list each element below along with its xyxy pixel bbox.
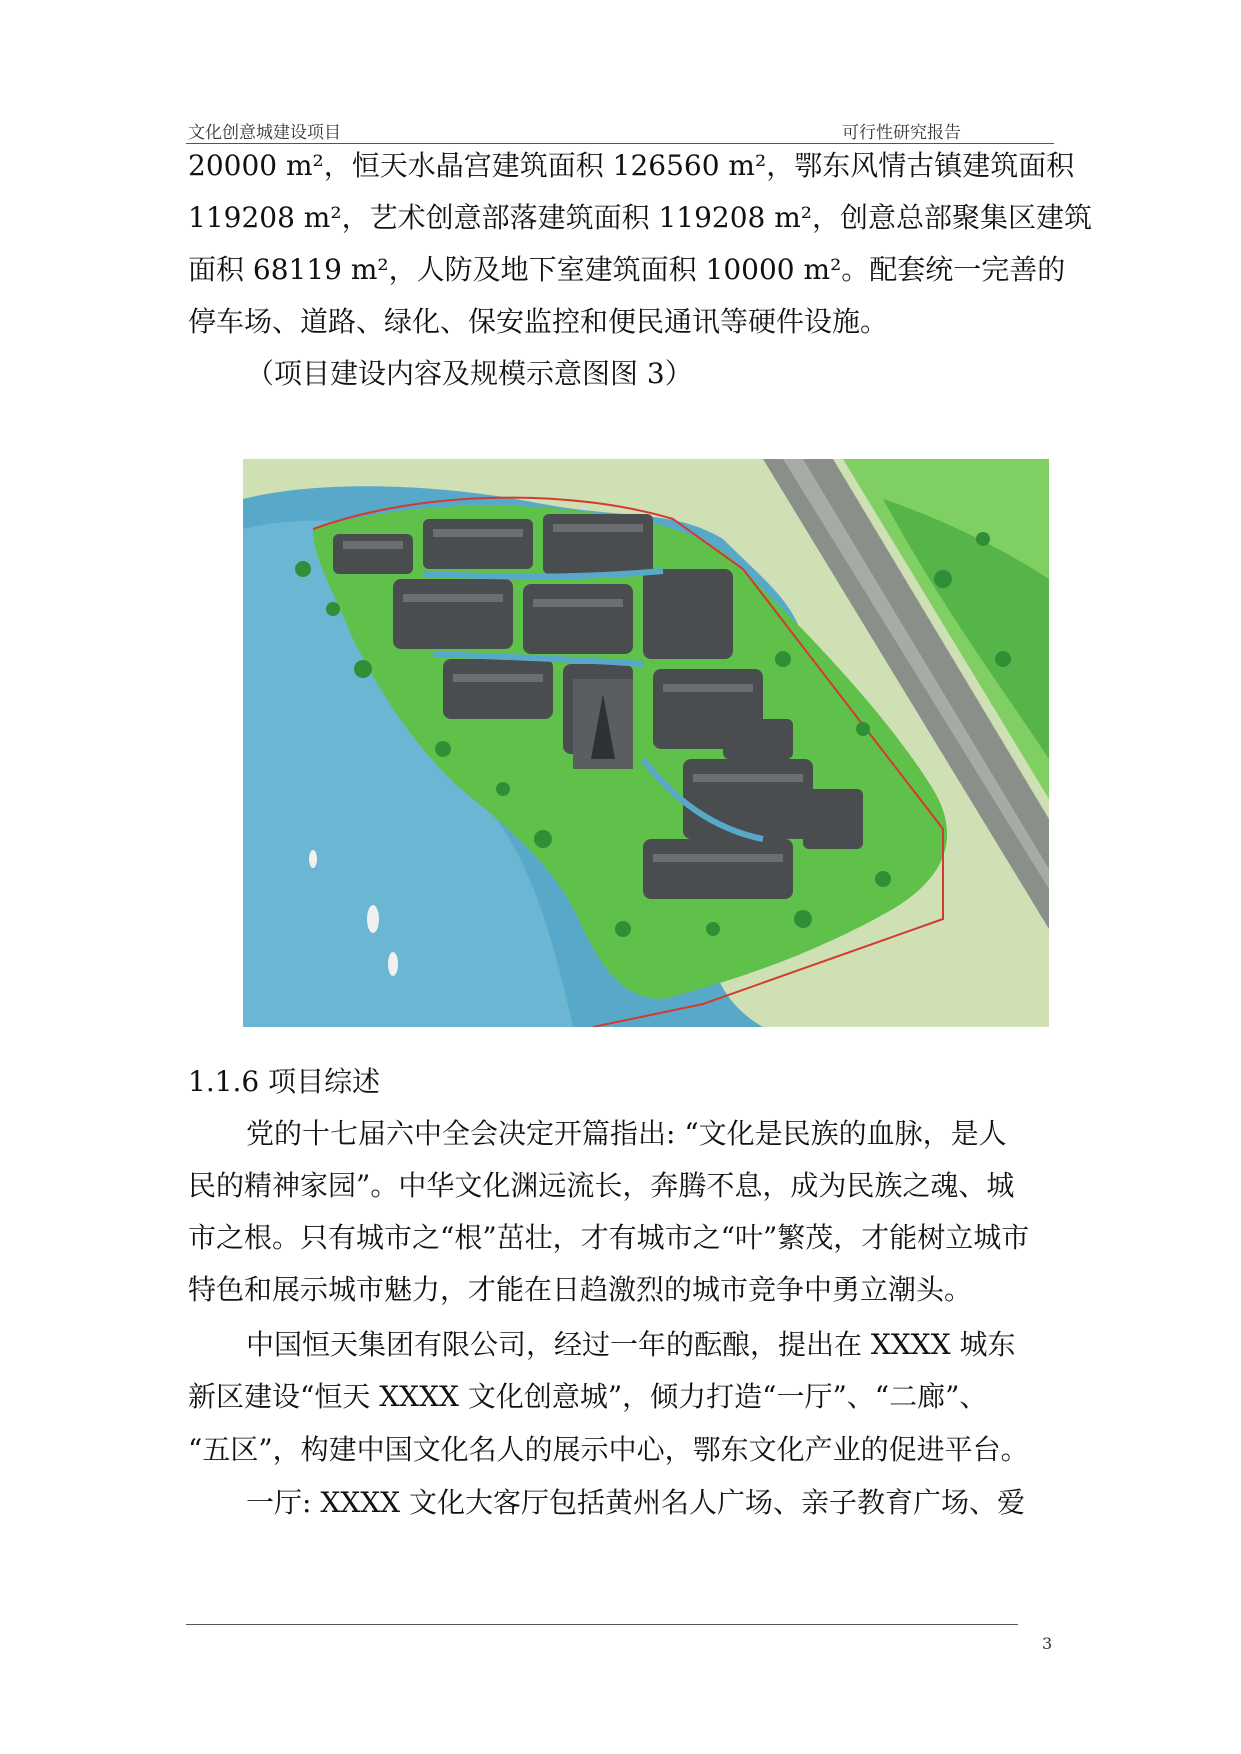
running-header-title: 文化创意城建设项目 xyxy=(188,123,341,143)
header-divider xyxy=(186,143,1054,144)
body-line: 面积 68119 m²，人防及地下室建筑面积 10000 m²。配套统一完善的 xyxy=(188,253,1066,286)
body-line: 一厅: XXXX 文化大客厅包括黄州名人广场、亲子教育广场、爱 xyxy=(246,1486,1025,1519)
body-line: “五区”，构建中国文化名人的展示中心，鄂东文化产业的促进平台。 xyxy=(188,1433,1029,1466)
body-line: 特色和展示城市魅力，才能在日趋激烈的城市竞争中勇立潮头。 xyxy=(188,1273,973,1306)
body-line: 119208 m²，艺术创意部落建筑面积 119208 m²，创意总部聚集区建筑 xyxy=(188,201,1093,234)
body-line: 20000 m²，恒天水晶宫建筑面积 126560 m²，鄂东风情古镇建筑面积 xyxy=(188,149,1075,182)
body-line: 党的十七届六中全会决定开篇指出: “文化是民族的血脉，是人 xyxy=(246,1117,1007,1150)
footer-divider xyxy=(186,1624,1018,1625)
body-line: 市之根。只有城市之“根”茁壮，才有城市之“叶”繁茂，才能树立城市 xyxy=(188,1221,1030,1254)
page-number: 3 xyxy=(1042,1634,1053,1653)
running-header-doc-type: 可行性研究报告 xyxy=(842,123,961,143)
section-heading: 1.1.6 项目综述 xyxy=(188,1065,381,1098)
body-line: 民的精神家园”。中华文化渊远流长，奔腾不息，成为民族之魂、城 xyxy=(188,1169,1015,1202)
body-line: 新区建设“恒天 XXXX 文化创意城”，倾力打造“一厅”、“二廊”、 xyxy=(188,1380,988,1413)
body-line: 停车场、道路、绿化、保安监控和便民通讯等硬件设施。 xyxy=(188,305,889,338)
body-line: 中国恒天集团有限公司，经过一年的酝酿，提出在 XXXX 城东 xyxy=(246,1328,1016,1361)
site-plan-image xyxy=(243,459,1049,1027)
figure-caption: （项目建设内容及规模示意图图 3） xyxy=(246,357,693,390)
